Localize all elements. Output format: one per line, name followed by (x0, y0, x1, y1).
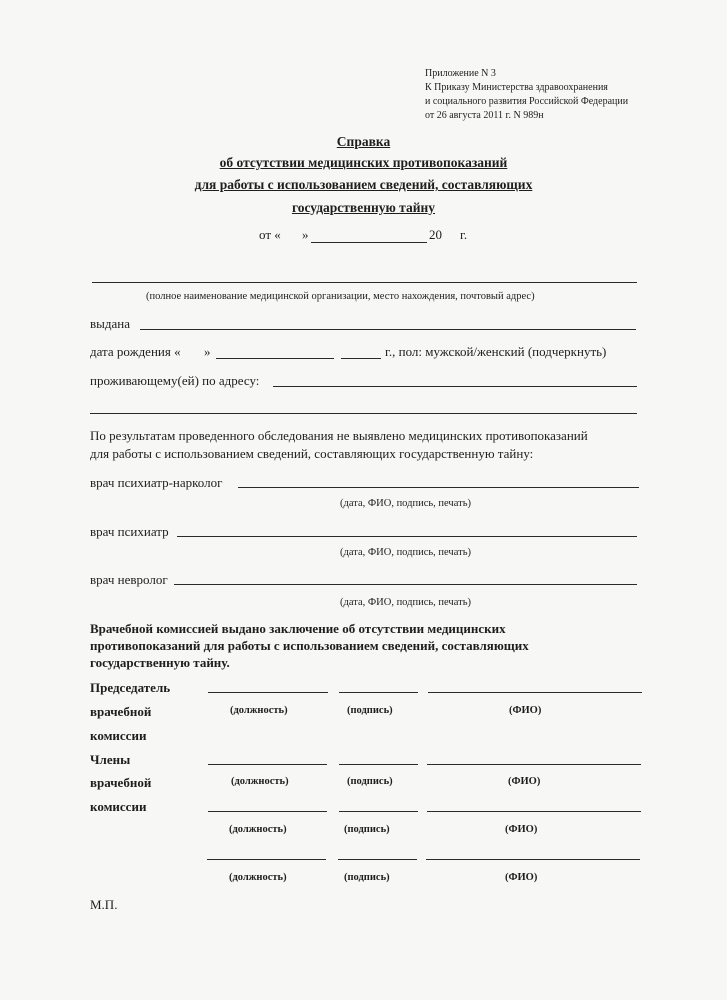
member3-name-line[interactable] (426, 859, 640, 860)
org-name-line[interactable] (92, 282, 637, 283)
commission-text-line3: государственную тайну. (90, 655, 230, 670)
doc-title: Справка (336, 134, 391, 149)
chair-label-line2: врачебной (90, 704, 152, 719)
order-ministry: К Приказу Министерства здравоохранения (425, 82, 608, 93)
member2-name-caption: (ФИО) (505, 824, 538, 835)
doctor-narcologist-caption: (дата, ФИО, подпись, печать) (340, 498, 471, 509)
members-label-line3: комиссии (90, 799, 147, 814)
address-line-2[interactable] (90, 413, 637, 414)
commission-text-line2: противопоказаний для работы с использованием сведений, составляющих (90, 638, 529, 653)
member1-name-caption: (ФИО) (508, 776, 541, 787)
doctor-neurologist-label: врач невролог (90, 572, 168, 587)
doctor-narcologist-label: врач психиатр-нарколог (90, 475, 223, 490)
doc-title-line3: для работы с использованием сведений, составляющих (194, 177, 533, 192)
org-caption: (полное наименование медицинской организации, место нахождения, почтовый адрес) (146, 291, 535, 302)
doctor-psychiatrist-caption: (дата, ФИО, подпись, печать) (340, 547, 471, 558)
result-text: По результатам проведенного обследования не выявлено медицинских противопоказаний (90, 428, 588, 443)
date-month-line[interactable] (311, 242, 427, 243)
birth-date-label: дата рождения « (90, 344, 181, 359)
member1-name-line[interactable] (427, 764, 641, 765)
chair-name-caption: (ФИО) (509, 705, 542, 716)
chair-position-caption: (должность) (230, 705, 288, 716)
chair-position-line[interactable] (208, 692, 328, 693)
chair-name-line[interactable] (428, 692, 642, 693)
commission-text: Врачебной комиссией выдано заключение об отсутствии медицинских (90, 621, 506, 636)
doctor-neurologist-caption: (дата, ФИО, подпись, печать) (340, 597, 471, 608)
member2-signature-line[interactable] (339, 811, 418, 812)
chair-label-line3: комиссии (90, 728, 147, 743)
birth-suffix: г., пол: мужской/женский (подчеркнуть) (385, 344, 607, 359)
doctor-psychiatrist-line[interactable] (177, 536, 637, 537)
member1-signature-caption: (подпись) (347, 776, 393, 787)
member1-position-caption: (должность) (231, 776, 289, 787)
date-year-suffix: г. (460, 227, 468, 242)
members-label-line2: врачебной (90, 775, 152, 790)
member3-name-caption: (ФИО) (505, 872, 538, 883)
chair-label: Председатель (90, 680, 171, 695)
birth-month-line[interactable] (216, 358, 334, 359)
doctor-neurologist-line[interactable] (174, 584, 637, 585)
member3-signature-caption: (подпись) (344, 872, 390, 883)
chair-signature-line[interactable] (339, 692, 418, 693)
member1-position-line[interactable] (208, 764, 327, 765)
date-year-prefix: 20 (429, 227, 442, 242)
birth-year-line[interactable] (341, 358, 381, 359)
order-ministry-cont: и социального развития Российской Федерации (425, 96, 629, 107)
result-text-line2: для работы с использованием сведений, составляющих государственную тайну: (90, 446, 534, 461)
doc-title-line4: государственную тайну (291, 200, 436, 215)
member1-signature-line[interactable] (339, 764, 418, 765)
member2-position-line[interactable] (208, 811, 327, 812)
doctor-narcologist-line[interactable] (238, 487, 639, 488)
doctor-psychiatrist-label: врач психиатр (90, 524, 169, 539)
issued-to-line[interactable] (140, 329, 636, 330)
member2-position-caption: (должность) (229, 824, 287, 835)
issued-to-label: выдана (90, 316, 130, 331)
address-label: проживающему(ей) по адресу: (90, 373, 260, 388)
appendix-number: Приложение N 3 (425, 68, 496, 79)
stamp-place: М.П. (90, 897, 118, 912)
birth-close-quote: » (204, 344, 211, 359)
chair-signature-caption: (подпись) (347, 705, 393, 716)
member3-signature-line[interactable] (338, 859, 417, 860)
members-label: Члены (90, 752, 131, 767)
member3-position-line[interactable] (207, 859, 326, 860)
doc-title-line2: об отсутствии медицинских противопоказаний (219, 155, 508, 170)
date-close-quote: » (302, 227, 309, 242)
member2-name-line[interactable] (427, 811, 641, 812)
member2-signature-caption: (подпись) (344, 824, 390, 835)
address-line[interactable] (273, 386, 637, 387)
member3-position-caption: (должность) (229, 872, 287, 883)
date-prefix: от « (259, 227, 281, 242)
order-date: от 26 августа 2011 г. N 989н (425, 110, 544, 121)
